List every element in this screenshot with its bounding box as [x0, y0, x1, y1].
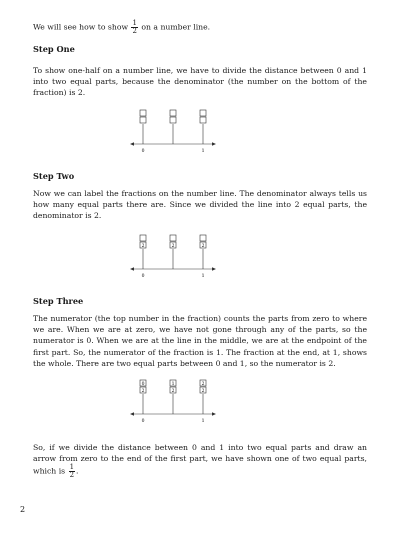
numerator-2: 2 — [201, 382, 205, 387]
label-one: 1 — [201, 419, 205, 424]
step-one-text: To show one-half on a number line, we have to divide the distance between 0 and 1 into two equal parts, because the denominator (the number on the bottom of the fraction) is 2. — [33, 66, 367, 98]
numerator-0: 0 — [141, 382, 145, 387]
denominator-0: 2 — [141, 389, 145, 394]
number-line-1 — [128, 108, 218, 154]
fraction-numerator: 1 — [132, 19, 137, 27]
step-three-text: The numerator (the top number in the fraction) counts the parts from zero to where we are. When we are at zero, we have not gone through any of the parts, so the numerator is 0. When we are at the line in the middle, we are at the endpoint of the first part. So, the numerator of the fraction is 1. The fraction at the end, at 1, shows the whole. There are two equal parts between 0 and 1, so the numerator is 2. — [33, 314, 367, 368]
arrow-right-icon — [212, 412, 216, 415]
number-line-figure-3 — [128, 378, 218, 424]
denominator-2: 2 — [201, 244, 205, 249]
number-line-figure-1 — [128, 108, 218, 154]
fraction-boxes — [140, 110, 206, 123]
arrow-left-icon — [130, 142, 134, 145]
denominator-0: 2 — [141, 244, 145, 249]
conclusion-text — [33, 442, 367, 479]
intro-sentence — [33, 20, 367, 35]
fraction-one-half — [69, 464, 75, 479]
number-line-2 — [128, 233, 218, 279]
step-two-heading: Step Two — [33, 171, 75, 181]
numerator-1: 1 — [171, 382, 175, 387]
arrow-right-icon — [212, 267, 216, 270]
page-number: 2 — [20, 505, 26, 514]
arrow-right-icon — [212, 142, 216, 145]
conclusion-period: . — [76, 466, 79, 476]
label-zero: 0 — [141, 274, 145, 279]
label-one: 1 — [201, 149, 205, 154]
number-line-figure-2 — [128, 233, 218, 279]
fraction-numerator: 1 — [69, 463, 75, 472]
label-zero: 0 — [141, 419, 145, 424]
label-zero: 0 — [141, 149, 145, 154]
fraction-denominator: 2 — [69, 471, 75, 480]
intro-text: We will see how to show — [33, 22, 129, 32]
step-three-heading: Step Three — [33, 296, 84, 306]
denominator-1: 2 — [171, 244, 175, 249]
arrow-left-icon — [130, 412, 134, 415]
step-one-heading: Step One — [33, 44, 75, 54]
label-one: 1 — [201, 274, 205, 279]
fraction-denominator: 2 — [132, 27, 137, 35]
step-two-text: Now we can label the fractions on the number line. The denominator always tells us how many equal parts there are. Since we divided the line into 2 equal parts, the denominator is 2. — [33, 189, 367, 221]
intro-text-end: on a number line. — [141, 22, 211, 32]
arrow-left-icon — [130, 267, 134, 270]
number-line-3 — [128, 378, 218, 424]
denominator-1: 2 — [171, 389, 175, 394]
fraction-one-half — [131, 20, 137, 35]
conclusion-sentence: So, if we divide the distance between 0 and 1 into two equal parts and draw an arrow from zero to the end of the first part, we have shown one of two equal parts, which is — [33, 443, 367, 476]
denominator-2: 2 — [201, 389, 205, 394]
